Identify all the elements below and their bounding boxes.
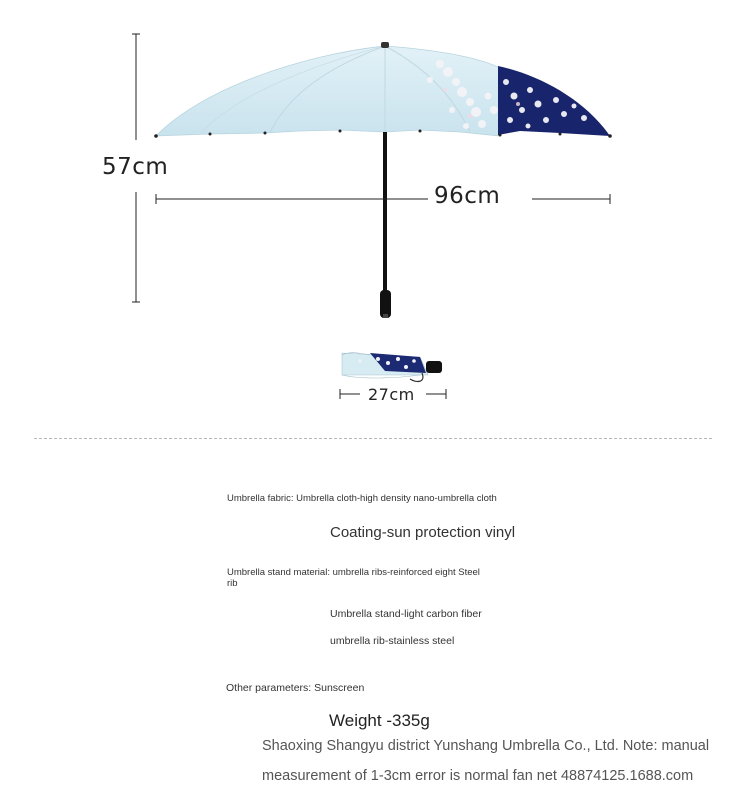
spec-stand-material-line2: rib bbox=[227, 578, 238, 589]
umbrella-canopy bbox=[156, 46, 500, 136]
spec-other-parameters: Other parameters: Sunscreen bbox=[226, 682, 365, 694]
spec-coating: Coating-sun protection vinyl bbox=[330, 524, 516, 541]
section-divider bbox=[34, 438, 712, 439]
note-line-2: measurement of 1-3cm error is normal fan net 48874125.1688.com bbox=[262, 768, 694, 784]
umbrella-top-cap bbox=[381, 42, 389, 48]
note-line-1: Shaoxing Shangyu district Yunshang Umbrella Co., Ltd. Note: manual bbox=[262, 738, 710, 754]
height-label: 57cm bbox=[102, 154, 169, 180]
spec-fabric: Umbrella fabric: Umbrella cloth-high density nano-umbrella cloth bbox=[227, 493, 497, 504]
spec-stand: Umbrella stand-light carbon fiber bbox=[330, 608, 482, 620]
width-label: 96cm bbox=[434, 183, 501, 209]
umbrella-shaft bbox=[383, 132, 387, 292]
folded-length-label: 27cm bbox=[368, 385, 415, 404]
spec-weight: Weight -335g bbox=[329, 711, 430, 730]
spec-rib: umbrella rib-stainless steel bbox=[330, 635, 455, 647]
umbrella-handle bbox=[380, 290, 391, 318]
spec-stand-material-line1: Umbrella stand material: umbrella ribs-reinforced eight Steel bbox=[227, 567, 480, 578]
